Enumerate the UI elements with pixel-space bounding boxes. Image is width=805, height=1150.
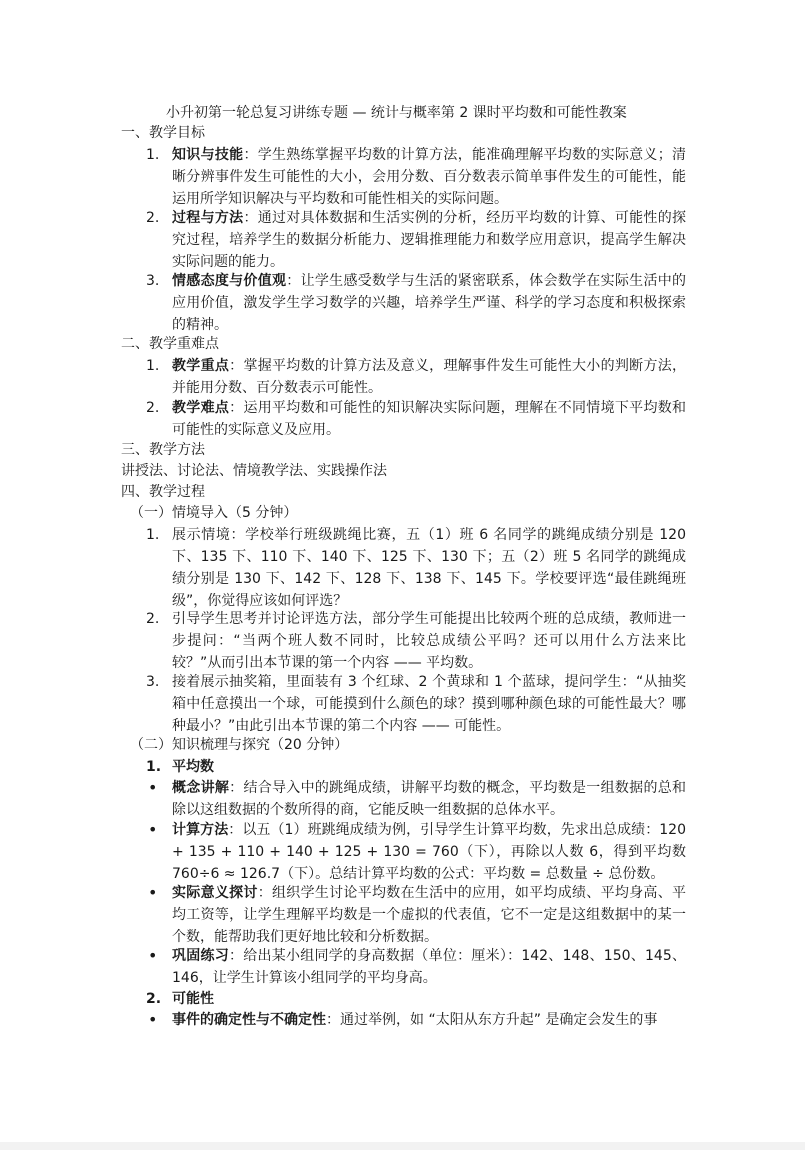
item-text: 展示情境：学校举行班级跳绳比赛，五（1）班 6 名同学的跳绳成绩分别是 120 下、135 下、110 下、140 下、125 下、130 下；五（2）班 5 名同学的跳绳成绩分别是 130 下、142 下、128 下、138 下、145 下。学校要评选“最佳跳绳班级”，你觉得应该如何评选？ (172, 527, 686, 609)
item-label: 实际意义探讨 (172, 885, 258, 901)
topic-heading-average (146, 756, 686, 778)
list-item (146, 608, 686, 674)
item-text: ：组织学生讨论平均数在生活中的应用，如平均成绩、平均身高、平均工资等，让学生理解平均数是一个虚拟的代表值，它不一定是这组数据中的某一个数，能帮助我们更好地比较和分析数据。 (172, 885, 687, 945)
document-title: 小升初第一轮总复习讲练专题 — 统计与概率第 2 课时平均数和可能性教案 (166, 105, 627, 121)
list-item (146, 270, 686, 336)
item-text: ：以五（1）班跳绳成绩为例，引导学生计算平均数，先求出总成绩：120 + 135 + 110 + 140 + 125 + 130 = 760（下），再除以人数 6，得到平均数 760÷6 ≈ 126.7（下）。总结计算平均数的公式：平均数 = 总数量 ÷ 总份数。 (172, 822, 686, 882)
section-heading-process: 四、教学过程 (121, 484, 205, 500)
topic-title: 平均数 (172, 759, 214, 775)
item-label: 事件的确定性与不确定性 (172, 1012, 326, 1028)
item-text: ：结合导入中的跳绳成绩，讲解平均数的概念，平均数是一组数据的总和除以这组数据的个数所得的商，它能反映一组数据的总体水平。 (172, 780, 687, 818)
item-text: ：学生熟练掌握平均数的计算方法，能准确理解平均数的实际意义；清晰分辨事件发生可能性的大小，会用分数、百分数表示简单事件发生的可能性，能运用所学知识解决与平均数和可能性相关的实际问题。 (172, 147, 687, 207)
item-text: ：通过举例，如 “太阳从东方升起” 是确定会发生的事 (326, 1012, 658, 1028)
item-text: 引导学生思考并讨论评选方法，部分学生可能提出比较两个班的总成绩，教师进一步提问：“当两个班人数不同时，比较总成绩公平吗？还可以用什么方法来比较？”从而引出本节课的第一个内容 —— 平均数。 (172, 611, 686, 671)
bullet-mark: • (148, 883, 158, 902)
list-item (146, 397, 686, 441)
list-number: 2. (146, 210, 160, 226)
list-item (146, 524, 686, 612)
list-item (146, 819, 686, 885)
item-label: 教学重点 (172, 358, 230, 374)
bullet-mark: • (148, 1010, 158, 1029)
topic-heading-possibility (146, 988, 686, 1010)
section-heading-key-points: 二、教学重难点 (121, 336, 219, 352)
list-item (146, 144, 686, 210)
item-text: ：给出某小组同学的身高数据（单位：厘米）：142、148、150、145、146，让学生计算该小组同学的平均身高。 (172, 948, 686, 986)
list-item (146, 1009, 686, 1031)
section-heading-methods: 三、教学方法 (121, 442, 205, 458)
item-label: 概念讲解 (172, 780, 230, 796)
list-number: 2. (146, 400, 160, 416)
subsection-heading-intro: （一）情境导入（5 分钟） (130, 505, 298, 521)
methods-text: 讲授法、讨论法、情境教学法、实践操作法 (121, 463, 387, 479)
bullet-mark: • (148, 778, 158, 797)
list-number: 2. (146, 991, 162, 1007)
item-label: 巩固练习 (172, 948, 230, 964)
item-text: ：让学生感受数学与生活的紧密联系，体会数学在实际生活中的应用价值，激发学生学习数学的兴趣，培养学生严谨、科学的学习态度和积极探索的精神。 (172, 273, 687, 333)
list-number: 3. (146, 273, 160, 289)
list-number: 2. (146, 611, 160, 627)
item-text: ：运用平均数和可能性的知识解决实际问题，理解在不同情境下平均数和可能性的实际意义及应用。 (172, 400, 687, 438)
item-text: ：通过对具体数据和生活实例的分析，经历平均数的计算、可能性的探究过程，培养学生的数据分析能力、逻辑推理能力和数学应用意识，提高学生解决实际问题的能力。 (172, 210, 687, 270)
subsection-heading-knowledge: （二）知识梳理与探究（20 分钟） (130, 737, 349, 753)
bullet-mark: • (148, 946, 158, 965)
list-item (146, 671, 686, 737)
list-number: 1. (146, 358, 160, 374)
list-number: 1. (146, 527, 160, 543)
bullet-mark: • (148, 820, 158, 839)
list-item (146, 945, 686, 989)
item-label: 计算方法 (172, 822, 229, 838)
item-text: 接着展示抽奖箱，里面装有 3 个红球、2 个黄球和 1 个蓝球，提问学生：“从抽奖箱中任意摸出一个球，可能摸到什么颜色的球？摸到哪种颜色球的可能性最大？哪种最小？”由此引出本节课的第二个内容 —— 可能性。 (172, 674, 686, 734)
item-label: 情感态度与价值观 (172, 273, 287, 289)
item-label: 过程与方法 (172, 210, 244, 226)
list-number: 1. (146, 759, 162, 775)
list-number: 1. (146, 147, 160, 163)
list-item (146, 777, 686, 821)
topic-title: 可能性 (172, 991, 214, 1007)
item-label: 教学难点 (172, 400, 230, 416)
item-text: ：掌握平均数的计算方法及意义，理解事件发生可能性大小的判断方法，并能用分数、百分数表示可能性。 (172, 358, 687, 396)
section-heading-objectives: 一、教学目标 (121, 125, 205, 141)
list-item (146, 207, 686, 273)
list-number: 3. (146, 674, 160, 690)
item-label: 知识与技能 (172, 147, 244, 163)
list-item (146, 882, 686, 948)
list-item (146, 355, 686, 399)
